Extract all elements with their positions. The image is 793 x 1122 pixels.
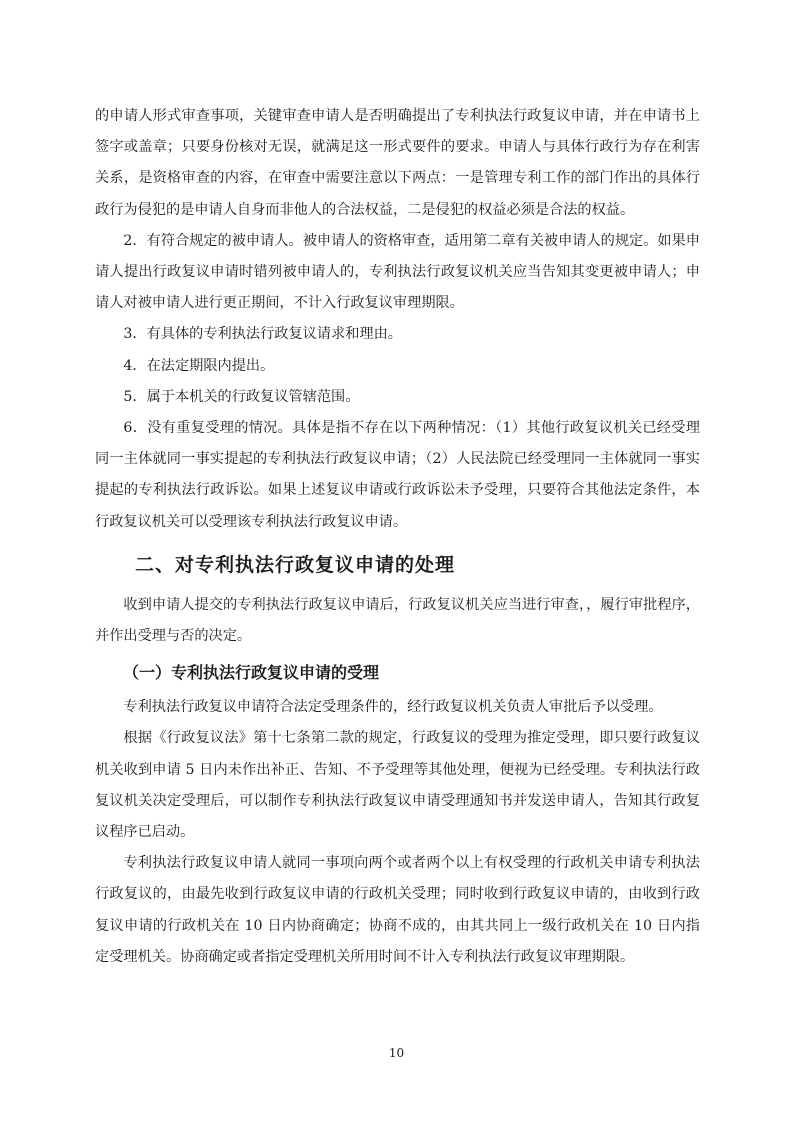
page-content [95,101,700,973]
list-item-5: 5．属于本机关的行政复议管辖范围。 [123,388,360,405]
paragraph-presumed-acceptance: 根据《行政复议法》第十七条第二款的规定，行政复议的受理为推定受理，即只要行政复议机关收到申请 5 日内未作出补正、告知、不予受理等其他处理，便视为已经受理。专利执法行政复议机关决定受理后，可以制作专利执法行政复议申请受理通知书并发送申请人，告知其行政复议程序已启动。 [95,730,700,841]
page-number: 10 [388,1046,405,1060]
list-item-2: 2．有符合规定的被申请人。被申请人的资格审查，适用第二章有关被申请人的规定。如果申请人提出行政复议申请时错列被申请人的，专利执法行政复议机关应当告知其变更被申请人；申请人对被申请人进行更正期间，不计入行政复议审理期限。 [95,232,700,312]
subsection-heading: （一）专利执法行政复议申请的受理 [123,663,380,683]
section-heading: 二、对专利执法行政复议申请的处理 [135,553,456,576]
list-item-6: 6．没有重复受理的情况。具体是指不存在以下两种情况：（1）其他行政复议机关已经受理同一主体就同一事实提起的专利执法行政复议申请；（2）人民法院已经受理同一主体就同一事实提起的专利执法行政诉讼。如果上述复议申请或行政诉讼未予受理，只要符合其他法定条件，本行政复议机关可以受理该专利执法行政复议申请。 [95,420,700,530]
section-intro: 收到申请人提交的专利执法行政复议申请后，行政复议机关应当进行审查，，履行审批程序，并作出受理与否的决定。 [95,596,700,645]
paragraph-acceptance: 专利执法行政复议申请符合法定受理条件的，经行政复议机关负责人审批后予以受理。 [123,699,663,716]
list-item-3: 3．有具体的专利执法行政复议请求和理由。 [123,326,402,343]
paragraph-multiple-agencies: 专利执法行政复议申请人就同一事项向两个或者两个以上有权受理的行政机关申请专利执法行政复议的，由最先收到行政复议申请的行政机关受理；同时收到行政复议申请的，由收到行政复议申请的行政机关在 10 日内协商确定；协商不成的，由其共同上一级行政机关在 10 日内指定受理机关。协商确定或者指定受理机关所用时间不计入专利执法行政复议审理期限。 [95,855,700,965]
paragraph-continued: 的申请人形式审查事项，关键审查申请人是否明确提出了专利执法行政复议申请，并在申请书上签字或盖章；只要身份核对无误，就满足这一形式要件的要求。申请人与具体行政行为存在利害关系，是资格审查的内容，在审查中需要注意以下两点：一是管理专利工作的部门作出的具体行政行为侵犯的是申请人自身而非他人的合法权益，二是侵犯的权益必须是合法的权益。 [95,108,700,218]
list-item-4: 4．在法定期限内提出。 [123,357,275,374]
